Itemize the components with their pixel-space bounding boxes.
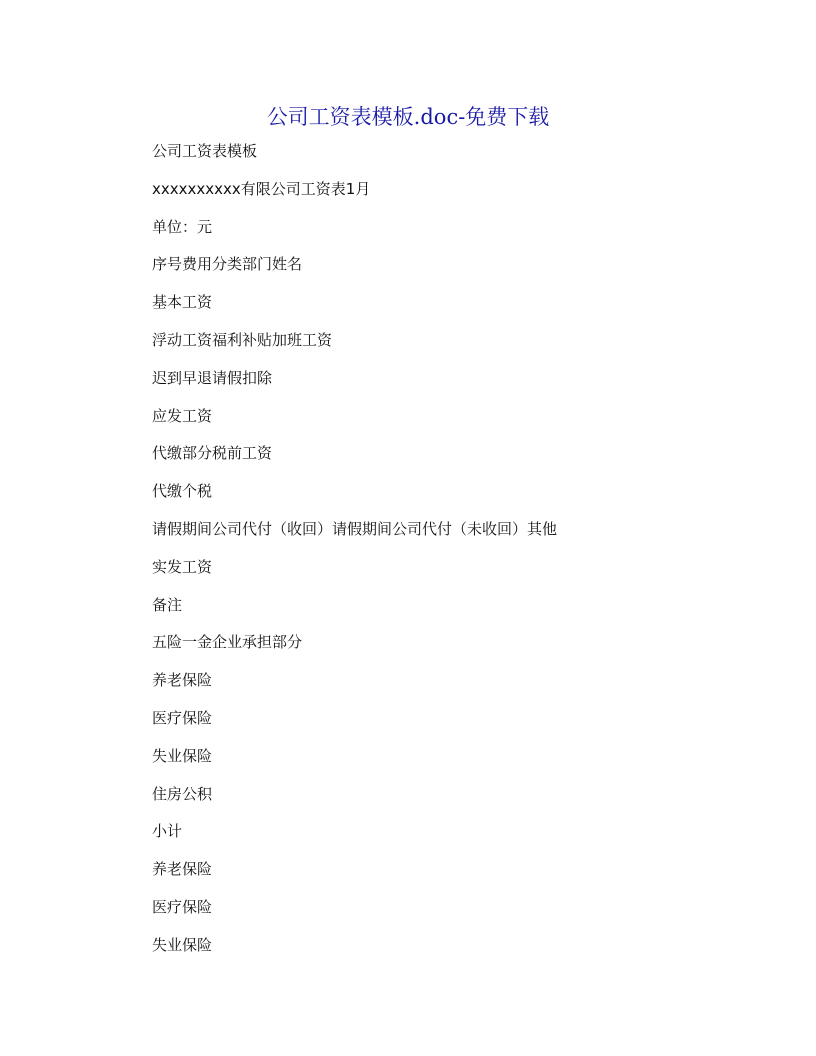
text-line: 公司工资表模板 xyxy=(152,142,258,160)
text-line: 浮动工资福利补贴加班工资 xyxy=(152,330,333,349)
text-line: 住房公积 xyxy=(152,784,213,803)
text-line: 请假期间公司代付（收回）请假期间公司代付（未收回）其他 xyxy=(152,519,558,538)
text-line: 实发工资 xyxy=(152,557,213,576)
text-line: 迟到早退请假扣除 xyxy=(152,368,273,387)
text-line: 养老保险 xyxy=(152,860,213,879)
document-body xyxy=(152,139,752,971)
text-line: 养老保险 xyxy=(152,671,213,690)
text-line: 代缴部分税前工资 xyxy=(152,444,273,463)
text-line: 失业保险 xyxy=(152,935,213,954)
document-title: 公司工资表模板.doc-免费下载 xyxy=(266,105,550,129)
text-line: 五险一金企业承担部分 xyxy=(152,633,303,652)
text-line: 单位：元 xyxy=(152,217,213,236)
text-line: 医疗保险 xyxy=(152,897,213,916)
text-line: xxxxxxxxxx有限公司工资表1月 xyxy=(152,179,371,198)
text-line: 序号费用分类部门姓名 xyxy=(152,255,303,274)
text-line: 小计 xyxy=(152,822,183,841)
text-line: 备注 xyxy=(152,595,183,614)
text-line: 医疗保险 xyxy=(152,708,213,727)
text-line: 代缴个税 xyxy=(152,482,213,501)
text-line: 基本工资 xyxy=(152,293,213,312)
text-line: 失业保险 xyxy=(152,746,213,765)
text-line: 应发工资 xyxy=(152,406,213,425)
